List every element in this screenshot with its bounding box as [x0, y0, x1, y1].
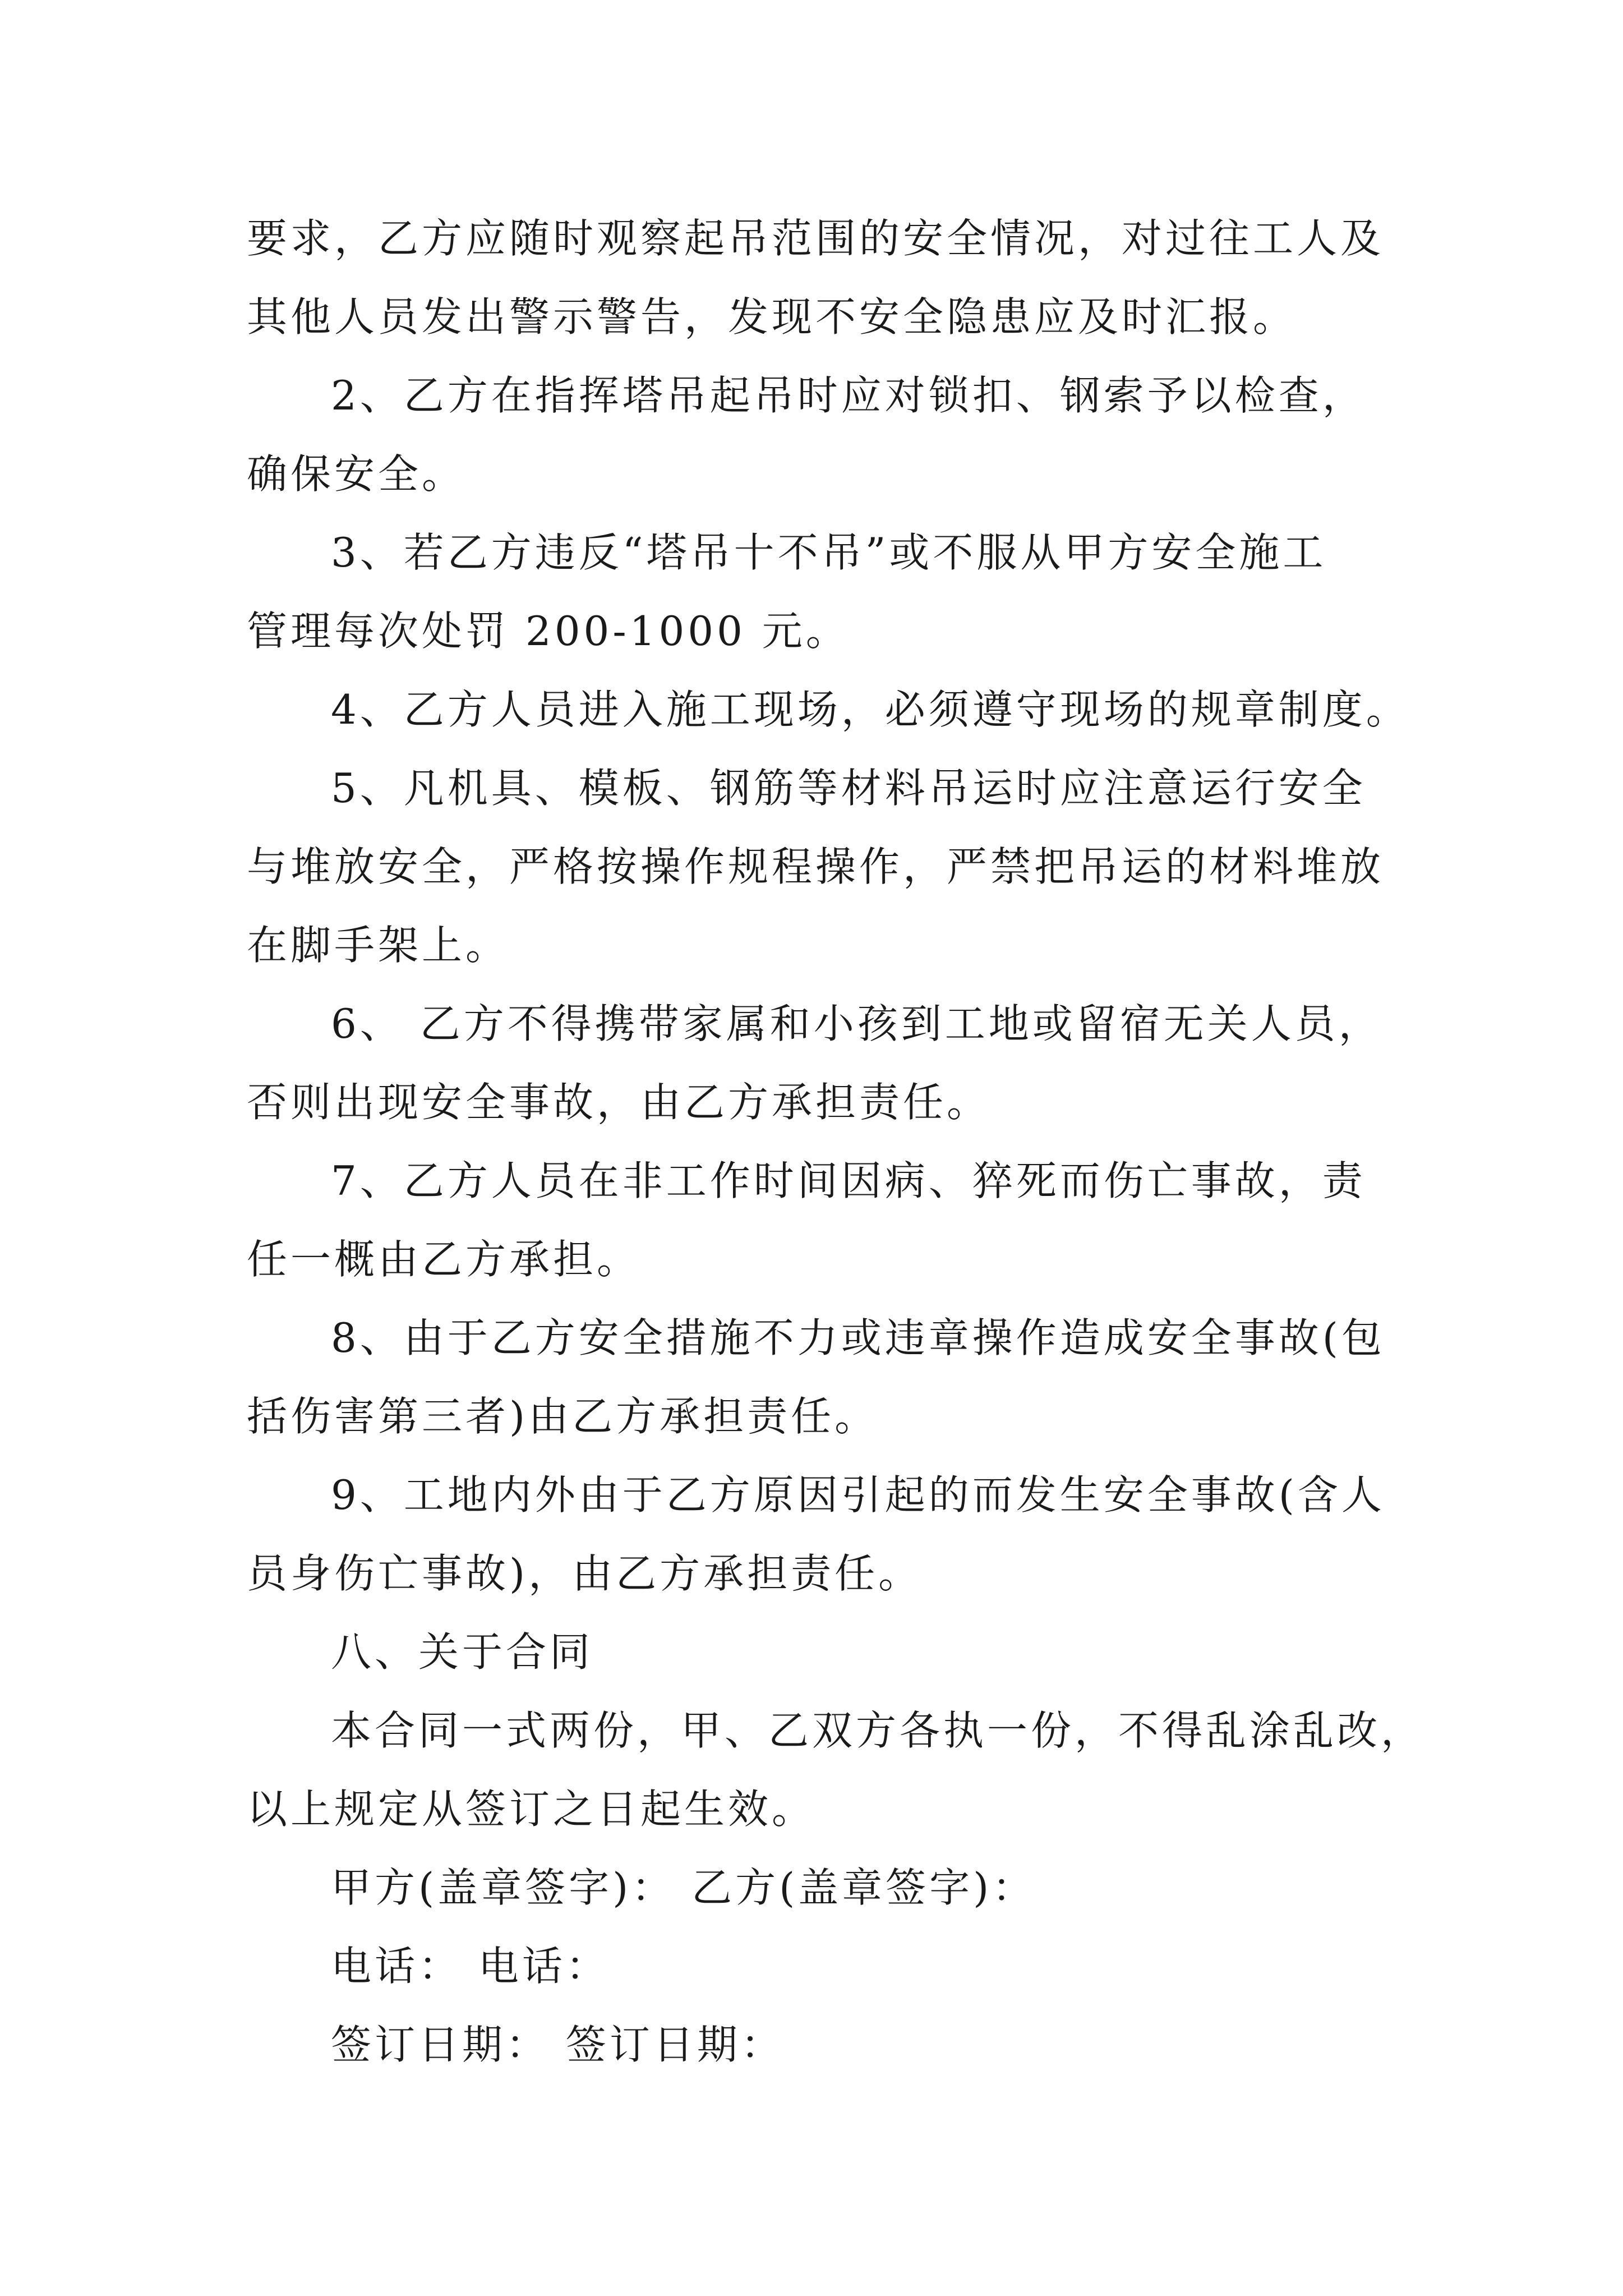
text-line: 其他人员发出警示警告，发现不安全隐患应及时汇报。: [247, 293, 1297, 341]
section-heading: 八、关于合同: [331, 1628, 594, 1676]
text-line: 括伤害第三者)由乙方承担责任。: [247, 1393, 879, 1440]
text-line: 确保安全。: [247, 450, 466, 498]
text-line: 在脚手架上。: [247, 922, 510, 969]
text-line: 3、若乙方违反“塔吊十不吊”或不服从甲方安全施工: [331, 529, 1327, 576]
text-line: 本合同一式两份，甲、乙双方各执一份，不得乱涂乱改，: [331, 1707, 1425, 1754]
text-line: 7、乙方人员在非工作时间因病、猝死而伤亡事故，责: [331, 1157, 1366, 1204]
phone-line: 电话： 电话：: [331, 1943, 610, 1990]
text-line: 8、由于乙方安全措施不力或违章操作造成安全事故(包: [331, 1314, 1385, 1361]
text-line: 4、乙方人员进入施工现场，必须遵守现场的规章制度。: [331, 686, 1410, 733]
text-line: 9、工地内外由于乙方原因引起的而发生安全事故(含人: [331, 1471, 1385, 1519]
text-line: 与堆放安全，严格按操作规程操作，严禁把吊运的材料堆放: [247, 843, 1385, 890]
text-line: 以上规定从签订之日起生效。: [247, 1786, 816, 1833]
text-line: 管理每次处罚 200-1000 元。: [247, 608, 850, 655]
text-line: 2、乙方在指挥塔吊起吊时应对锁扣、钢索予以检查，: [331, 372, 1366, 419]
text-line: 否则出现安全事故，由乙方承担责任。: [247, 1079, 991, 1126]
text-line: 任一概由乙方承担。: [247, 1236, 641, 1283]
text-line: 要求，乙方应随时观察起吊范围的安全情况，对过往工人及: [247, 215, 1385, 262]
text-line: 5、凡机具、模板、钢筋等材料吊运时应注意运行安全: [331, 765, 1366, 812]
text-line: 员身伤亡事故)，由乙方承担责任。: [247, 1550, 923, 1597]
signature-line: 甲方(盖章签字)： 乙方(盖章签字)：: [331, 1864, 1036, 1911]
date-line: 签订日期： 签订日期：: [331, 2021, 785, 2068]
text-line: 6、 乙方不得携带家属和小孩到工地或留宿无关人员，: [331, 1000, 1382, 1047]
